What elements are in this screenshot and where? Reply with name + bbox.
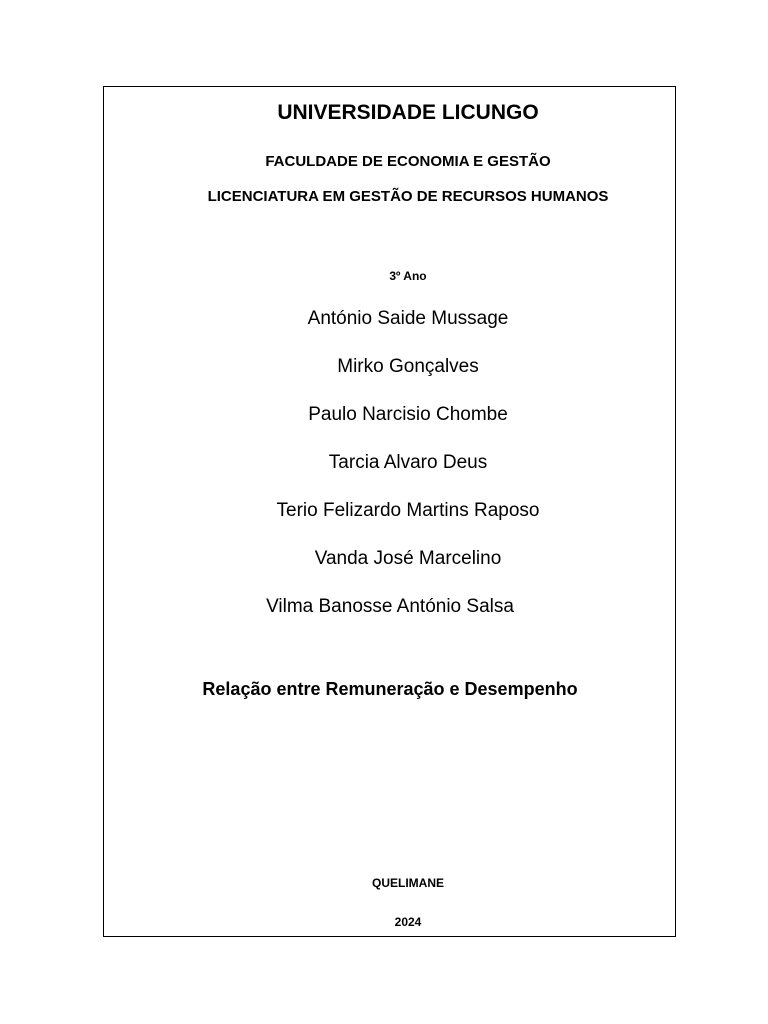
author-name: Vilma Banosse António Salsa (266, 596, 514, 617)
author-name: António Saide Mussage (307, 308, 509, 329)
faculty-name: FACULDADE DE ECONOMIA E GESTÃO (265, 153, 551, 170)
author-name: Mirko Gonçalves (337, 356, 479, 377)
author-name: Terio Felizardo Martins Raposo (276, 500, 540, 521)
university-name: UNIVERSIDADE LICUNGO (277, 101, 539, 124)
year-level: 3º Ano (389, 269, 427, 283)
author-name: Paulo Narcisio Chombe (308, 404, 508, 425)
city: QUELIMANE (372, 876, 444, 890)
document-topic: Relação entre Remuneração e Desempenho (202, 679, 578, 699)
author-name: Vanda José Marcelino (314, 548, 502, 569)
publication-year: 2024 (394, 915, 422, 929)
course-name: LICENCIATURA EM GESTÃO DE RECURSOS HUMANOS (207, 188, 609, 205)
author-name: Tarcia Alvaro Deus (328, 452, 488, 473)
